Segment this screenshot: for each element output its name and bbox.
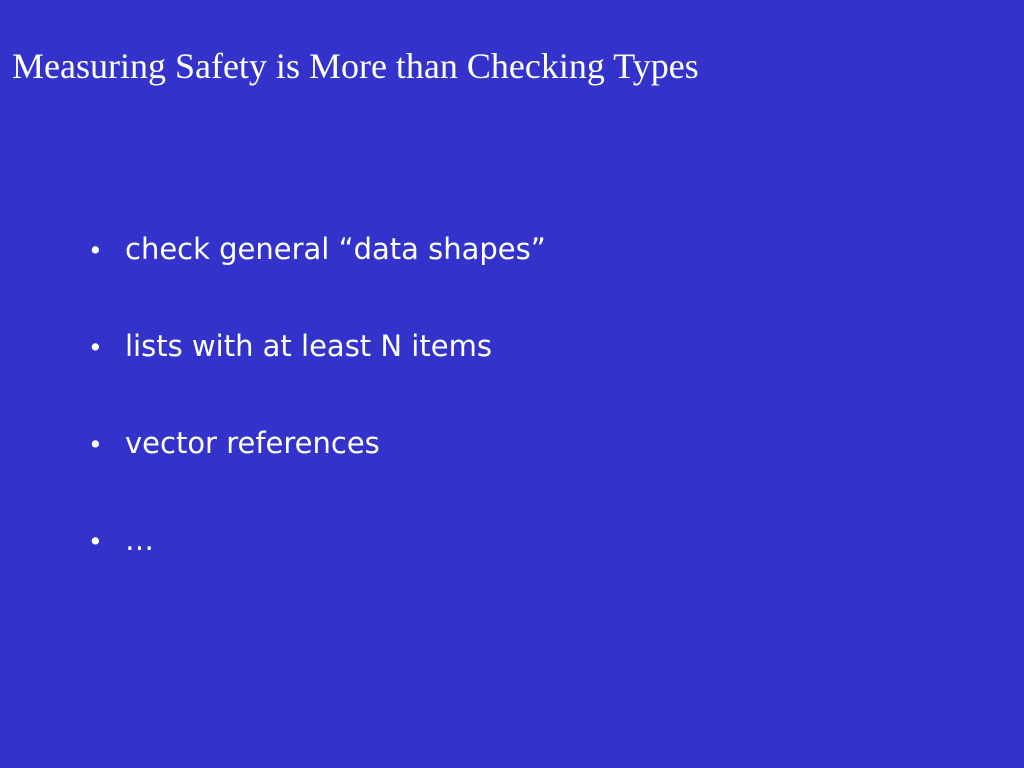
bullet-text: check general “data shapes”: [125, 232, 546, 266]
bullet-icon: •: [88, 527, 103, 556]
bullet-icon: •: [88, 236, 103, 265]
slide-title: Measuring Safety is More than Checking Types: [12, 46, 699, 86]
bullet-item-ellipsis: [88, 519, 546, 616]
bullet-text: …: [125, 523, 154, 557]
bullet-item-lists: [88, 325, 546, 422]
bullet-item-vector-references: [88, 422, 546, 519]
bullet-icon: •: [88, 333, 103, 362]
bullet-text: lists with at least N items: [125, 329, 492, 363]
bullet-icon: •: [88, 430, 103, 459]
bullet-text: vector references: [125, 426, 380, 460]
bullet-list: [88, 228, 546, 616]
bullet-item-data-shapes: [88, 228, 546, 325]
